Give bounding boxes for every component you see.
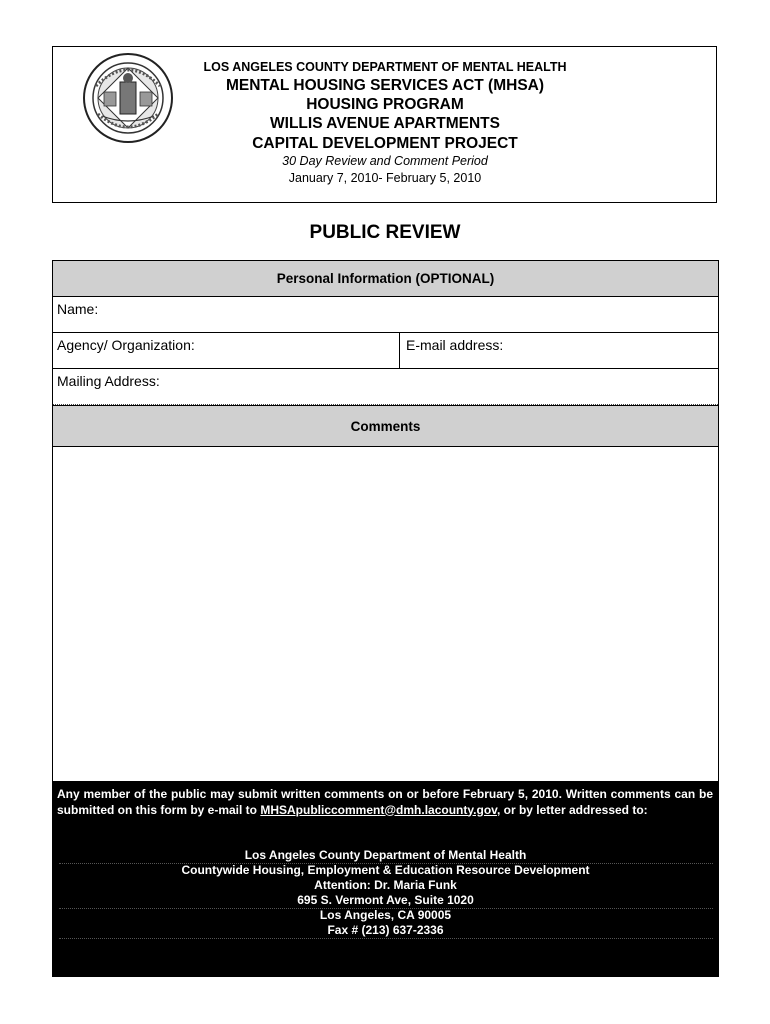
address-line-4: 695 S. Vermont Ave, Suite 1020 [297, 893, 474, 907]
agency-row [53, 333, 718, 369]
address-line-1: Los Angeles County Department of Mental Health [244, 848, 527, 862]
comments-heading: Comments [53, 405, 718, 447]
act-title: MENTAL HOUSING SERVICES ACT (MHSA) [225, 77, 545, 94]
submission-notice [57, 787, 713, 818]
review-period: 30 Day Review and Comment Period [282, 154, 488, 168]
address-line-5: Los Angeles, CA 90005 [319, 908, 452, 922]
mailing-address-label: Mailing Address: [57, 373, 160, 389]
address-line-6: Fax # (213) 637-2336 [327, 923, 444, 937]
notice-text-after: , or by letter addressed to: [496, 802, 648, 817]
apartments-title: WILLIS AVENUE APARTMENTS [270, 115, 500, 132]
comments-area[interactable] [53, 447, 718, 781]
dotted-separator [59, 938, 713, 939]
department-name: LOS ANGELES COUNTY DEPARTMENT OF MENTAL HEALTH [203, 60, 567, 74]
public-review-form [52, 260, 719, 977]
name-field[interactable] [53, 297, 718, 333]
dotted-separator [59, 908, 713, 909]
mailing-address-block [53, 848, 718, 938]
address-line-3: Attention: Dr. Maria Funk [314, 878, 457, 892]
page-title: PUBLIC REVIEW [309, 222, 461, 243]
agency-label: Agency/ Organization: [57, 337, 195, 353]
address-line-2: Countywide Housing, Employment & Education Resource Development [181, 863, 590, 877]
mailing-address-field[interactable] [53, 369, 718, 405]
dotted-separator [59, 863, 713, 864]
comment-email-link[interactable]: MHSApubliccomment@dmh.lacounty.gov [260, 802, 497, 817]
project-title: CAPITAL DEVELOPMENT PROJECT [252, 135, 518, 152]
notice-text-before: Any member of the public may submit written comments on or before February 5, 2010. Written comments can be submitted on this form by e-mail to [57, 787, 713, 817]
program-title: HOUSING PROGRAM [306, 96, 464, 113]
name-label: Name: [57, 301, 99, 317]
personal-info-heading: Personal Information (OPTIONAL) [53, 261, 718, 297]
email-label: E-mail address: [406, 337, 504, 353]
review-dates: January 7, 2010- February 5, 2010 [288, 171, 482, 185]
submission-info-panel [53, 781, 718, 977]
field-divider [399, 333, 400, 368]
